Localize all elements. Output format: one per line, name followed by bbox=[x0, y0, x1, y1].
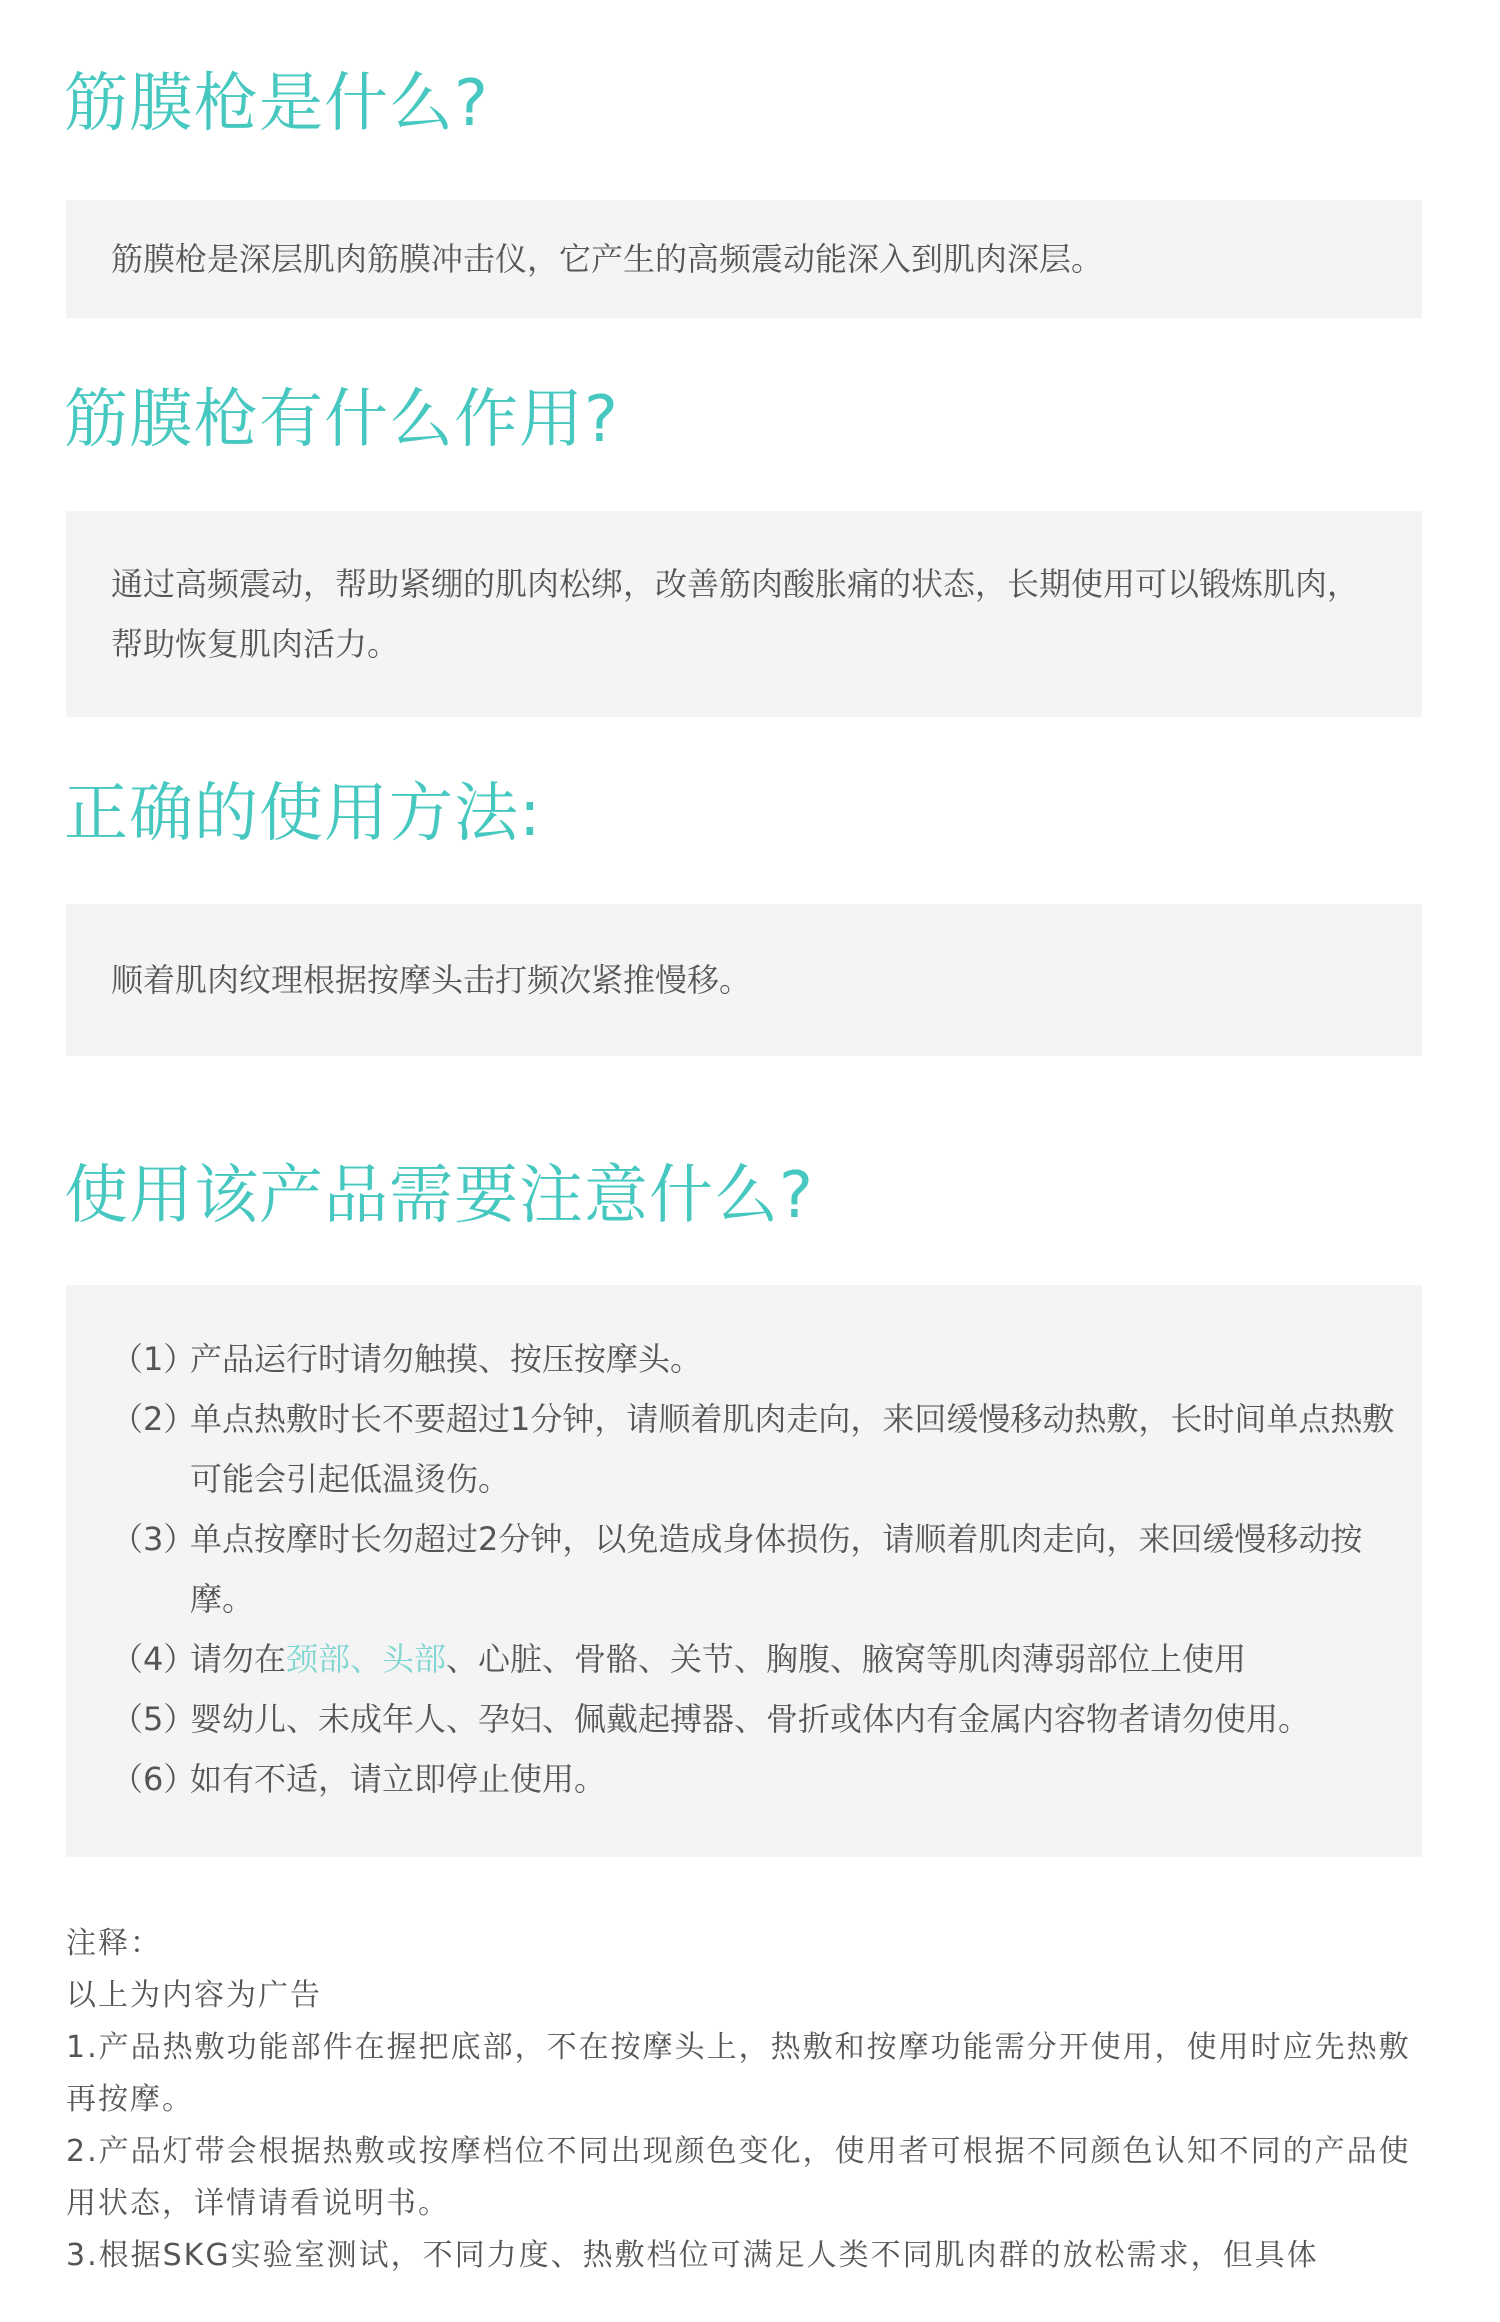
section-heading-function: 筋膜枪有什么作用? bbox=[64, 383, 619, 457]
precaution-text: 产品运行时请勿触摸、按压按摩头。 bbox=[190, 1340, 703, 1378]
precaution-text-after: 、心脏、骨骼、关节、胸腹、腋窝等肌肉薄弱部位上使用 bbox=[446, 1640, 1247, 1678]
info-text-function: 通过高频震动，帮助紧绷的肌肉松绑，改善筋肉酸胀痛的状态，长期使用可以锻炼肌肉，帮助恢复肌肉活力。 bbox=[111, 565, 1360, 663]
notes-section bbox=[66, 1918, 1426, 2282]
section-heading-precautions: 使用该产品需要注意什么? bbox=[64, 1159, 814, 1233]
precaution-item bbox=[111, 1329, 1401, 1389]
section-heading-usage: 正确的使用方法: bbox=[64, 777, 542, 851]
precaution-number: （4） bbox=[111, 1640, 196, 1678]
precaution-number: （5） bbox=[111, 1700, 196, 1738]
info-box-what-is bbox=[66, 200, 1422, 318]
info-box-usage bbox=[66, 904, 1422, 1056]
notes-line: 1.产品热敷功能部件在握把底部，不在按摩头上，热敷和按摩功能需分开使用，使用时应先热敷再按摩。 bbox=[66, 2030, 1411, 2117]
precaution-text bbox=[111, 1629, 1401, 1689]
info-text-what-is: 筋膜枪是深层肌肉筋膜冲击仪，它产生的高频震动能深入到肌肉深层。 bbox=[111, 240, 1104, 278]
precaution-number: （1） bbox=[111, 1340, 196, 1378]
precaution-item bbox=[111, 1689, 1401, 1749]
notes-line: 2.产品灯带会根据热敷或按摩档位不同出现颜色变化，使用者可根据不同颜色认知不同的产品使用状态，详情请看说明书。 bbox=[66, 2134, 1411, 2221]
precaution-number: （3） bbox=[111, 1520, 196, 1558]
notes-label: 注释： bbox=[66, 1926, 162, 1961]
precaution-number: （6） bbox=[111, 1760, 196, 1798]
info-text-usage: 顺着肌肉纹理根据按摩头击打频次紧推慢移。 bbox=[111, 961, 752, 999]
precaution-number: （2） bbox=[111, 1400, 196, 1438]
precaution-text: 如有不适，请立即停止使用。 bbox=[190, 1760, 607, 1798]
precaution-item bbox=[111, 1509, 1401, 1629]
precaution-item bbox=[111, 1629, 1401, 1689]
notes-line: 3.根据SKG实验室测试，不同力度、热敷档位可满足人类不同肌肉群的放松需求，但具体 bbox=[66, 2238, 1319, 2273]
precaution-text-before: 请勿在 bbox=[190, 1640, 287, 1678]
section-heading-what-is: 筋膜枪是什么? bbox=[64, 67, 489, 141]
info-box-function bbox=[66, 511, 1422, 717]
precaution-text: 单点热敷时长不要超过1分钟，请顺着肌肉走向，来回缓慢移动热敷，长时间单点热敷可能会引起低温烫伤。 bbox=[190, 1400, 1395, 1498]
precautions-box bbox=[66, 1285, 1422, 1857]
precaution-item bbox=[111, 1389, 1401, 1509]
precaution-text: 婴幼儿、未成年人、孕妇、佩戴起搏器、骨折或体内有金属内容物者请勿使用。 bbox=[190, 1700, 1311, 1738]
notes-line: 以上为内容为广告 bbox=[66, 1978, 322, 2013]
precaution-highlight: 颈部、头部 bbox=[286, 1640, 447, 1678]
precaution-text: 单点按摩时长勿超过2分钟，以免造成身体损伤，请顺着肌肉走向，来回缓慢移动按摩。 bbox=[190, 1520, 1363, 1618]
precautions-list bbox=[111, 1329, 1401, 1809]
precaution-item bbox=[111, 1749, 1401, 1809]
